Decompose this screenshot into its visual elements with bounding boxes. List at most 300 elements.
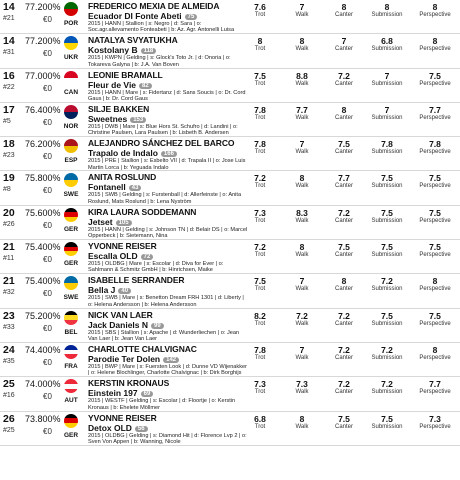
- result-row[interactable]: [0, 103, 460, 137]
- score-value: 7.2: [381, 276, 393, 287]
- horse-name[interactable]: Detox OLD: [88, 422, 132, 433]
- score-value: 8: [341, 276, 347, 287]
- score-label: Canter: [334, 217, 353, 224]
- flag-stripe: [64, 9, 78, 16]
- score-label: Trot: [254, 149, 266, 156]
- score-value: 8.2: [254, 310, 266, 321]
- rider-name[interactable]: NATALYA SVYATUKHA: [88, 35, 178, 46]
- prize-money: €0: [43, 15, 52, 24]
- result-row[interactable]: [0, 34, 460, 68]
- horse-details: 2015 | HANN | Mare | s: Fidertanz | d: Sans Soucis | o: Dr. Cord Gaus | b: Dr. Cord Gaus: [88, 89, 246, 102]
- score-label: Submission: [371, 46, 403, 53]
- score-value: 8: [299, 173, 305, 184]
- score-label: Trot: [254, 114, 266, 121]
- result-row[interactable]: [0, 412, 460, 446]
- score-label: Walk: [295, 389, 309, 396]
- score-label: Submission: [371, 389, 403, 396]
- horse-number-badge: 43: [129, 185, 142, 191]
- horse-number-badge: 118: [141, 48, 157, 54]
- result-row[interactable]: [0, 171, 460, 205]
- score-value: 7.2: [254, 242, 266, 253]
- rider-name[interactable]: LEONIE BRAMALL: [88, 69, 163, 80]
- horse-line[interactable]: [88, 320, 164, 330]
- score-value: 7.7: [338, 173, 350, 184]
- flag-icon: [64, 2, 78, 16]
- horse-name[interactable]: Jack Daniels N: [88, 319, 149, 330]
- flag-icon: [64, 242, 78, 256]
- score-label: Submission: [371, 183, 403, 190]
- score-label: Submission: [371, 114, 403, 121]
- score-value: 7.5: [429, 242, 441, 253]
- score-label: Perspective: [419, 217, 451, 224]
- horse-number-badge: 56: [135, 426, 148, 432]
- score-label: Canter: [334, 12, 353, 18]
- score-label: Submission: [371, 149, 403, 156]
- flag-stripe: [64, 389, 78, 394]
- horse-line[interactable]: [88, 251, 153, 261]
- flag-stripe: [64, 251, 78, 256]
- flag-stripe: [64, 139, 78, 146]
- score-label: Perspective: [419, 80, 451, 87]
- score-label: Submission: [371, 252, 403, 259]
- horse-details: 2015 | WESTF | Gelding | s: Escolar | d: Floortje | o: Kerstin Kronaus | b: Ehelete Möllmer: [88, 398, 236, 411]
- score-value: 7.2: [254, 173, 266, 184]
- flag-stripe: [64, 43, 78, 50]
- score-value: 7: [384, 70, 390, 81]
- rider-name[interactable]: ALEJANDRO SÁNCHEZ DEL BARCO: [88, 138, 235, 149]
- bib-number: #26: [3, 220, 15, 228]
- bib-number: #32: [3, 289, 15, 297]
- score-label: Trot: [254, 80, 266, 87]
- score-label: Trot: [254, 46, 266, 53]
- rider-name[interactable]: ANITA ROSLUND: [88, 172, 157, 183]
- score-value: 7.6: [254, 2, 266, 12]
- score-label: Trot: [254, 286, 266, 293]
- result-row[interactable]: [0, 240, 460, 274]
- flag-stripe: [64, 276, 78, 283]
- flag-icon: [64, 345, 78, 359]
- score-value: 7.5: [338, 413, 350, 424]
- score-value: 7.5: [254, 276, 266, 287]
- total-percent: 74.000%: [25, 379, 61, 390]
- prize-money: €0: [43, 152, 52, 162]
- flag-stripe: [64, 146, 78, 153]
- prize-money: €0: [43, 83, 52, 93]
- score-label: Perspective: [419, 320, 451, 327]
- horse-line[interactable]: [88, 45, 156, 55]
- score-value: 7.5: [381, 173, 393, 184]
- horse-details: 2015 | DWB | Mare | s: Blue Hors St. Schufro | d: Landini | o: Christine Paulsen, Lara Paulsen | b: Lisbeth B. Andersen: [88, 123, 238, 137]
- flag-icon: [64, 36, 78, 50]
- flag-icon: [64, 71, 78, 85]
- horse-line[interactable]: [88, 182, 141, 192]
- horse-number-badge: 142: [163, 357, 179, 363]
- result-row[interactable]: [0, 206, 460, 240]
- horse-number-badge: 166: [161, 151, 177, 157]
- score-label: Canter: [334, 354, 353, 361]
- flag-icon: [64, 139, 78, 153]
- bib-number: #11: [3, 255, 15, 263]
- score-label: Trot: [254, 12, 266, 18]
- flag-stripe: [64, 36, 78, 43]
- rank: 14: [3, 35, 15, 48]
- rank: 24: [3, 343, 15, 356]
- score-value: 7.5: [429, 173, 441, 184]
- score-label: Perspective: [419, 423, 451, 430]
- score-value: 7.2: [338, 70, 350, 81]
- score-value: 7.5: [254, 70, 266, 81]
- score-label: Walk: [295, 114, 309, 121]
- score-label: Canter: [334, 183, 353, 190]
- score-value: 8: [341, 104, 347, 115]
- rank: 25: [3, 378, 15, 391]
- prize-money: €0: [43, 117, 52, 127]
- total-percent: 77.000%: [25, 70, 61, 81]
- score-label: Perspective: [419, 46, 451, 53]
- horse-line[interactable]: [88, 388, 153, 398]
- score-value: 6.8: [381, 36, 393, 47]
- score-value: 7.5: [429, 207, 441, 218]
- score-label: Walk: [295, 252, 309, 259]
- nation-code: GER: [63, 260, 79, 268]
- flag-stripe: [64, 423, 78, 428]
- horse-number-badge: 69: [141, 391, 154, 397]
- score-value: 8: [432, 2, 438, 12]
- score-label: Perspective: [419, 114, 451, 121]
- flag-icon: [64, 276, 78, 290]
- total-percent: 75.600%: [25, 207, 61, 218]
- score-value: 7.7: [429, 104, 441, 115]
- total-percent: 75.400%: [25, 242, 61, 253]
- score-label: Perspective: [419, 354, 451, 361]
- rider-name[interactable]: KIRA LAURA SODDEMANN: [88, 206, 197, 217]
- score-label: Walk: [295, 12, 309, 18]
- horse-number-badge: 82: [139, 83, 152, 89]
- horse-details: 2015 | HANN | Stallion | s: Negro | d: Sara | o: Soc.agr.allevamento Fonteabeti | b: Az. Agr. Antonelli Luisa: [88, 21, 235, 34]
- flag-stripe: [64, 320, 78, 325]
- score-value: 7.2: [338, 207, 350, 218]
- score-value: 8: [299, 36, 305, 47]
- rank: 20: [3, 206, 15, 219]
- score-value: 7.3: [254, 207, 266, 218]
- nation-code: SWE: [63, 294, 79, 302]
- result-row[interactable]: [0, 69, 460, 103]
- nation-code: NOR: [63, 122, 79, 130]
- horse-line[interactable]: [88, 354, 179, 364]
- result-row[interactable]: [0, 343, 460, 377]
- score-value: 7.8: [381, 139, 393, 150]
- flag-icon: [64, 311, 78, 325]
- score-value: 7.2: [381, 344, 393, 355]
- nation-code: CAN: [63, 88, 79, 96]
- prize-money: €0: [43, 392, 52, 402]
- bib-number: #23: [3, 152, 15, 160]
- score-label: Perspective: [419, 286, 451, 293]
- score-value: 7.5: [381, 310, 393, 321]
- rider-name[interactable]: SILJE BAKKEN: [88, 103, 150, 114]
- flag-icon: [64, 208, 78, 222]
- bib-number: #33: [3, 323, 15, 331]
- score-label: Submission: [371, 423, 403, 430]
- score-value: 8: [432, 344, 438, 355]
- score-value: 8: [432, 36, 438, 47]
- total-percent: 75.400%: [25, 276, 61, 287]
- score-label: Canter: [334, 423, 353, 430]
- rider-name[interactable]: CHARLOTTE CHALVIGNAC: [88, 343, 197, 354]
- flag-icon: [64, 173, 78, 187]
- rider-name[interactable]: YVONNE REISER: [88, 412, 157, 423]
- rank: 21: [3, 241, 15, 254]
- score-value: 7.2: [338, 310, 350, 321]
- total-percent: 75.200%: [25, 310, 61, 321]
- prize-money: €0: [43, 49, 52, 59]
- score-value: 7: [299, 2, 305, 12]
- nation-code: GER: [63, 431, 79, 439]
- score-value: 7.2: [296, 310, 308, 321]
- score-value: 7.3: [254, 379, 266, 390]
- score-value: 8: [341, 2, 347, 12]
- score-value: 7.5: [338, 242, 350, 253]
- total-percent: 77.200%: [25, 2, 61, 12]
- total-percent: 73.800%: [25, 413, 61, 424]
- bib-number: #31: [3, 49, 15, 57]
- score-value: 8: [299, 413, 305, 424]
- score-label: Walk: [295, 286, 309, 293]
- horse-line[interactable]: [88, 148, 177, 158]
- score-label: Perspective: [419, 389, 451, 396]
- nation-code: FRA: [64, 362, 78, 370]
- flag-icon: [64, 414, 78, 428]
- nation-code: AUT: [64, 397, 78, 405]
- flag-stripe: [64, 180, 78, 187]
- horse-number-badge: 99: [151, 323, 164, 329]
- horse-details: 2015 | SBS | Stallion | s: Apache | d: Wunderliechen | o: Jean Van Laer | b: Jean Van Laer: [88, 329, 240, 343]
- prize-money: €0: [43, 289, 52, 299]
- nation-code: SWE: [63, 191, 79, 199]
- score-value: 7.5: [429, 310, 441, 321]
- score-value: 7: [299, 344, 305, 355]
- flag-stripe: [64, 112, 78, 119]
- score-label: Submission: [371, 80, 403, 87]
- nation-code: GER: [63, 225, 79, 233]
- rank: 14: [3, 1, 15, 13]
- horse-number-badge: 40: [118, 288, 131, 294]
- score-label: Canter: [334, 149, 353, 156]
- horse-details: 2015 | OLDBG | Mare | s: Escolar | d: Diva for Ever | o: Sahlmann & Schmitz GmbH | b: Hinrichsen, Maike: [88, 261, 224, 274]
- horse-details: 2015 | PRE | Stallion | s: Esbelto VII | d: Trapala II | o: Jose Luis Martin Lorca | b: Yeguada Indalo: [88, 158, 246, 171]
- score-label: Trot: [254, 217, 266, 224]
- horse-name[interactable]: Einstein 197: [88, 388, 138, 399]
- horse-number-badge: 153: [130, 117, 146, 123]
- nation-code: BEL: [64, 328, 78, 336]
- horse-name[interactable]: Trapalo de Indalo: [88, 148, 158, 159]
- result-row[interactable]: [0, 0, 460, 34]
- score-label: Walk: [295, 423, 309, 430]
- horse-line[interactable]: [88, 285, 131, 295]
- horse-number-badge: 105: [116, 220, 132, 226]
- flag-stripe: [64, 217, 78, 222]
- rank: 18: [3, 138, 15, 151]
- horse-name[interactable]: Jetset: [88, 216, 113, 227]
- horse-line[interactable]: [88, 114, 146, 124]
- score-label: Canter: [334, 114, 353, 121]
- rank: 17: [3, 103, 15, 116]
- prize-money: €0: [43, 220, 52, 230]
- score-value: 7: [384, 104, 390, 115]
- score-value: 7.2: [338, 379, 350, 390]
- bib-number: #5: [3, 117, 11, 125]
- score-value: 7.2: [381, 379, 393, 390]
- score-label: Submission: [371, 217, 403, 224]
- result-row[interactable]: [0, 377, 460, 411]
- score-label: Trot: [254, 389, 266, 396]
- score-value: 7.8: [254, 104, 266, 115]
- score-label: Canter: [334, 286, 353, 293]
- prize-money: €0: [43, 255, 52, 265]
- flag-stripe: [64, 354, 78, 359]
- score-label: Trot: [254, 354, 266, 361]
- score-label: Walk: [295, 320, 309, 327]
- result-row[interactable]: [0, 137, 460, 171]
- flag-stripe: [64, 105, 78, 112]
- prize-money: €0: [43, 426, 52, 436]
- rider-name[interactable]: ISABELLE SERRANDER: [88, 275, 185, 286]
- score-value: 6.8: [254, 413, 266, 424]
- score-label: Walk: [295, 183, 309, 190]
- total-percent: 76.200%: [25, 139, 61, 150]
- score-label: Canter: [334, 320, 353, 327]
- score-label: Perspective: [419, 12, 451, 18]
- score-value: 8.8: [296, 70, 308, 81]
- horse-line[interactable]: [88, 80, 152, 90]
- bib-number: #22: [3, 83, 15, 91]
- flag-stripe: [64, 71, 78, 78]
- rank: 21: [3, 275, 15, 288]
- score-value: 7.5: [381, 207, 393, 218]
- score-label: Perspective: [419, 183, 451, 190]
- horse-details: 2015 | OLDBG | Gelding | s: Diamond Hit | d: Florence Lvp 2 | o: Sven Von Appen | b: Wanning, Nicole: [88, 432, 247, 445]
- score-value: 8: [432, 276, 438, 287]
- score-value: 7.7: [296, 104, 308, 115]
- score-label: Walk: [295, 354, 309, 361]
- rank: 23: [3, 309, 15, 322]
- score-value: 8.3: [296, 207, 308, 218]
- score-value: 7: [341, 36, 347, 47]
- total-percent: 76.400%: [25, 104, 61, 115]
- horse-details: 2015 | HANN | Gelding | s: Johnson TN | d: Belair DS | o: Marcel Opperbeck | b: Sietemann, Nina: [88, 226, 248, 240]
- rank: 26: [3, 412, 15, 425]
- horse-details: 2015 | SWB | Gelding | s: Furstenball | d: Allerfeinste | o: Anita Roslund, Mats Roslund | b: Lena Nyström: [88, 192, 242, 205]
- total-percent: 75.800%: [25, 173, 61, 184]
- score-value: 7.5: [381, 413, 393, 424]
- horse-number-badge: 72: [141, 254, 154, 260]
- horse-line[interactable]: [88, 423, 148, 433]
- prize-money: €0: [43, 357, 52, 367]
- score-value: 7.5: [429, 70, 441, 81]
- horse-details: 2015 | SWB | Mare | s: Benetton Dream FRH 1301 | d: Liberty | o: Helena Andersson | b: Helena Andersson: [88, 295, 244, 308]
- score-value: 7.8: [254, 139, 266, 150]
- score-value: 7.7: [429, 379, 441, 390]
- score-value: 7.2: [338, 344, 350, 355]
- result-row[interactable]: [0, 274, 460, 308]
- bib-number: #8: [3, 186, 11, 194]
- horse-name[interactable]: Fontanell: [88, 182, 126, 193]
- score-label: Submission: [371, 12, 403, 18]
- rank: 19: [3, 172, 15, 185]
- horse-number-badge: 75: [185, 14, 198, 20]
- horse-line[interactable]: [88, 11, 197, 21]
- total-percent: 74.400%: [25, 344, 61, 355]
- horse-name[interactable]: Parodie Ter Dolen: [88, 353, 161, 364]
- rank: 16: [3, 69, 15, 82]
- nation-code: ESP: [64, 157, 78, 165]
- score-label: Trot: [254, 183, 266, 190]
- horse-name[interactable]: Kostolany B: [88, 45, 138, 56]
- rider-name[interactable]: KERSTIN KRONAUS: [88, 378, 170, 389]
- score-label: Submission: [371, 354, 403, 361]
- prize-money: €0: [43, 186, 52, 196]
- nation-code: UKR: [63, 54, 79, 62]
- score-label: Canter: [334, 389, 353, 396]
- score-value: 7.3: [296, 379, 308, 390]
- horse-name[interactable]: Ecuador DI Fonte Abeti: [88, 11, 182, 21]
- score-label: Perspective: [419, 252, 451, 259]
- horse-name[interactable]: Sweetnes: [88, 113, 128, 124]
- bib-number: #35: [3, 357, 15, 365]
- score-label: Walk: [295, 46, 309, 53]
- horse-details: 2015 | KWPN | Gelding | s: Glock's Toto Jr. | d: Onoria | o: Tokareva Galyna | b: J.A. Van Boven: [88, 55, 231, 68]
- total-percent: 77.200%: [25, 36, 61, 47]
- flag-icon: [64, 105, 78, 119]
- score-value: 7: [299, 139, 305, 150]
- horse-name[interactable]: Bella J: [88, 285, 116, 296]
- score-label: Walk: [295, 149, 309, 156]
- result-row[interactable]: [0, 309, 460, 343]
- horse-name[interactable]: Fleur de Vie: [88, 79, 137, 90]
- rider-name[interactable]: FREDERICO MEXIA DE ALMEIDA: [88, 1, 220, 11]
- score-value: 8: [299, 242, 305, 253]
- score-label: Canter: [334, 252, 353, 259]
- bib-number: #25: [3, 426, 15, 434]
- score-value: 8: [384, 2, 390, 12]
- score-value: 7.3: [429, 413, 441, 424]
- horse-details: 2015 | BWP | Mare | s: Fuersten Look | d: Dunne VD Wijenakker | o: Helene Blochlinger, Charlotte Chalvignac | b: Dirk Borghijs: [88, 363, 247, 377]
- rider-name[interactable]: NICK VAN LAER: [88, 309, 153, 320]
- bib-number: #16: [3, 392, 15, 400]
- flag-stripe: [64, 173, 78, 180]
- horse-name[interactable]: Escalla OLD: [88, 251, 138, 262]
- score-label: Perspective: [419, 149, 451, 156]
- prize-money: €0: [43, 323, 52, 333]
- flag-stripe: [64, 78, 78, 85]
- score-value: 7.8: [429, 139, 441, 150]
- flag-icon: [64, 379, 78, 393]
- bib-number: #21: [3, 15, 15, 22]
- score-label: Canter: [334, 80, 353, 87]
- rider-name[interactable]: YVONNE REISER: [88, 241, 157, 252]
- score-value: 7: [299, 276, 305, 287]
- score-label: Trot: [254, 423, 266, 430]
- flag-stripe: [64, 283, 78, 290]
- horse-line[interactable]: [88, 217, 132, 227]
- nation-code: POR: [63, 20, 79, 27]
- flag-stripe: [64, 2, 78, 9]
- score-label: Submission: [371, 286, 403, 293]
- score-label: Walk: [295, 80, 309, 87]
- score-label: Trot: [254, 320, 266, 327]
- score-value: 7.5: [381, 242, 393, 253]
- score-label: Submission: [371, 320, 403, 327]
